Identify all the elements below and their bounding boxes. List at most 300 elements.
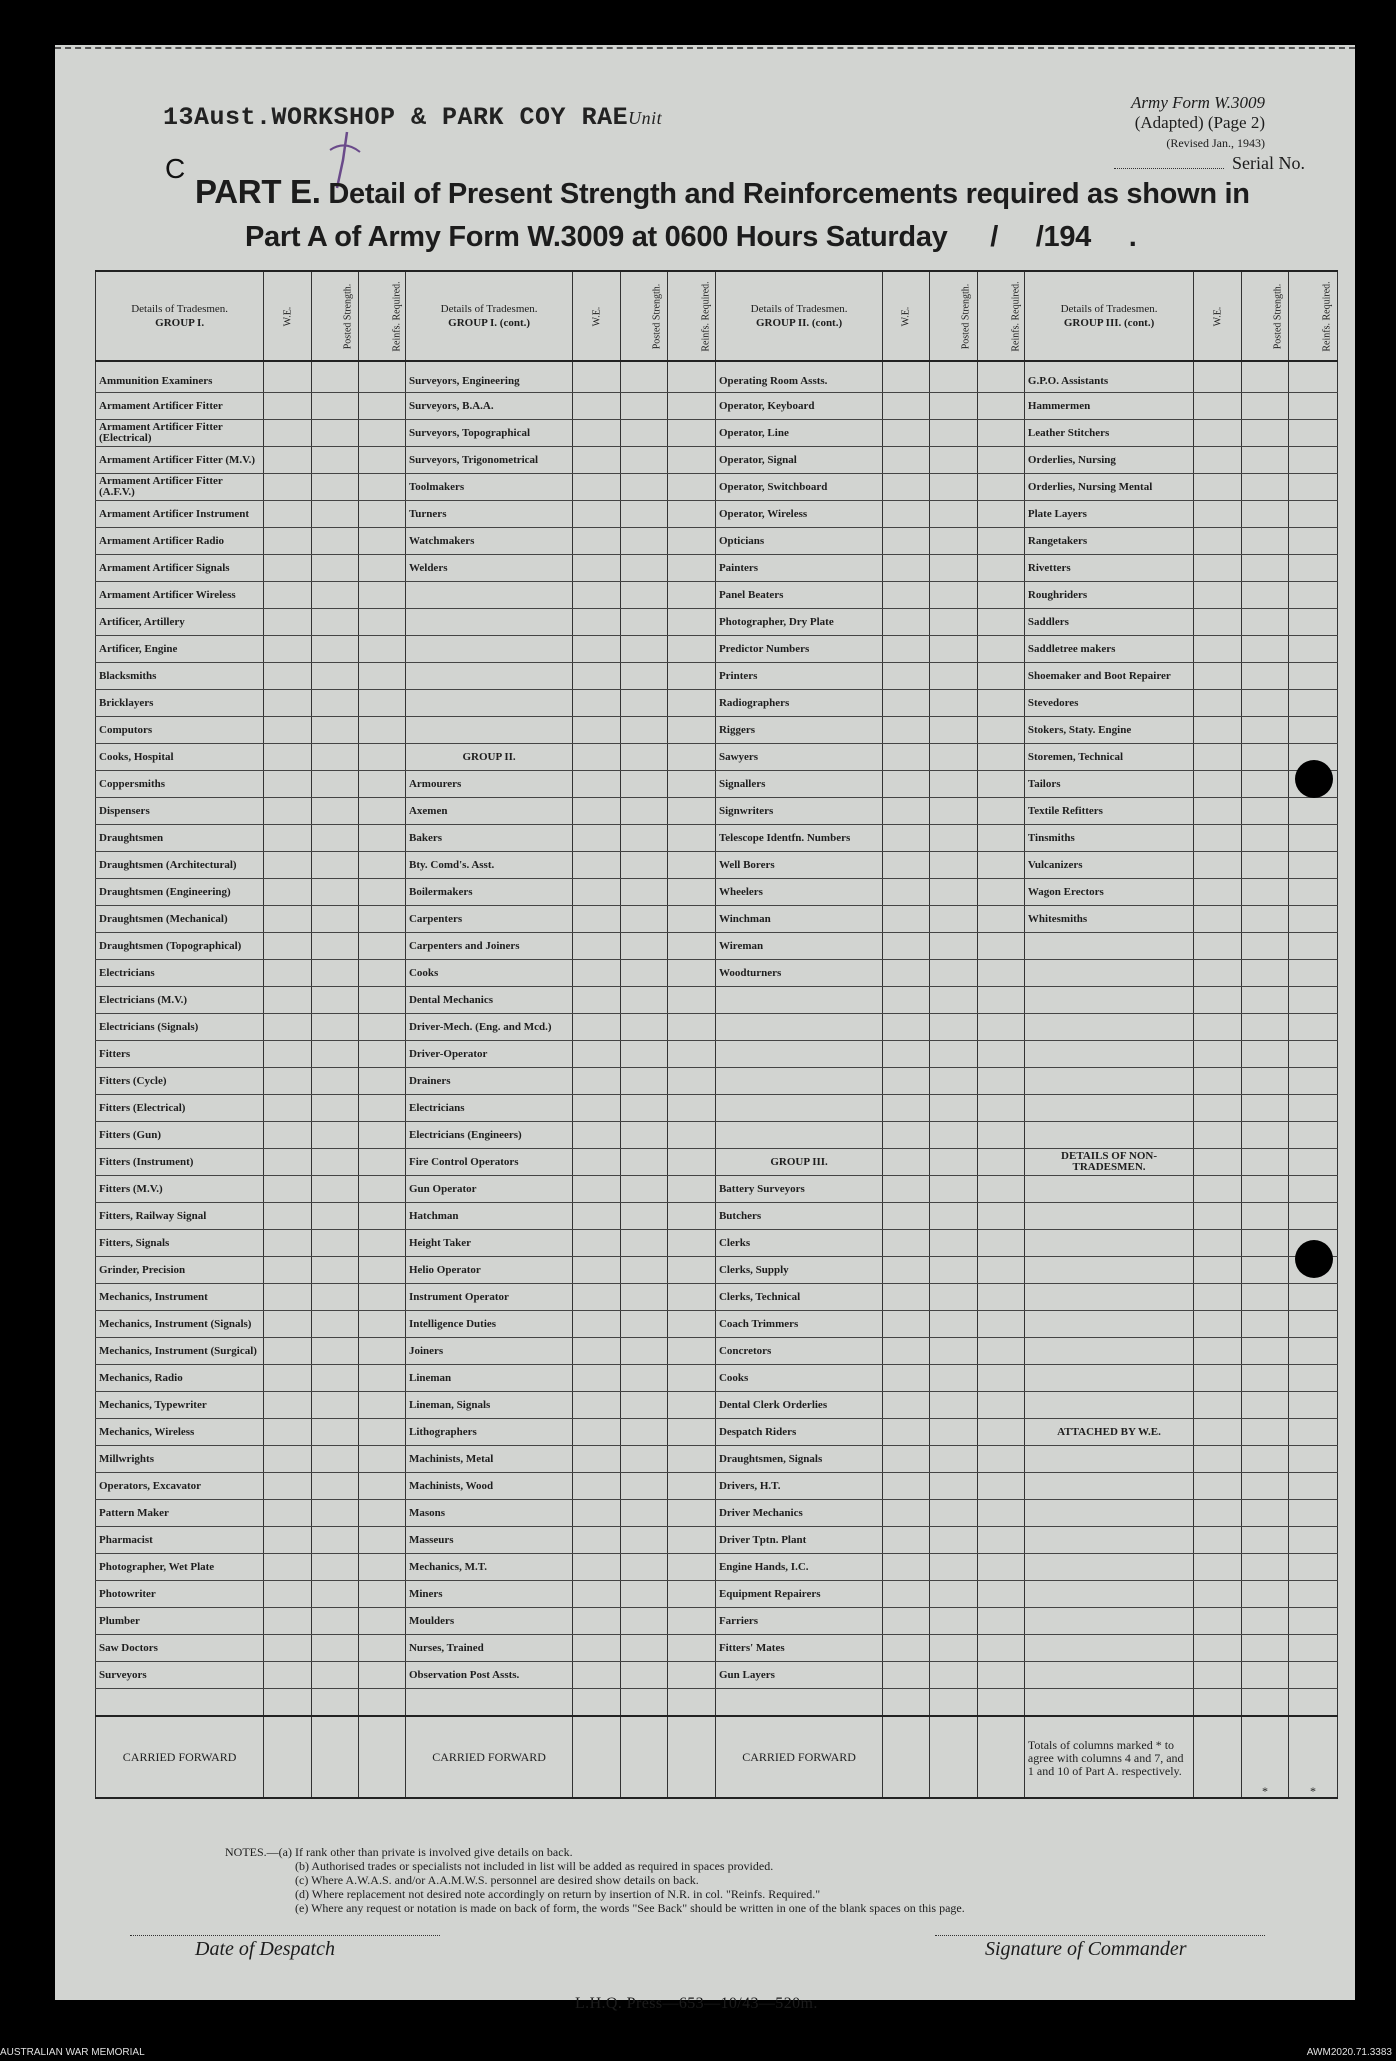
entry-cell[interactable] xyxy=(312,1014,359,1041)
entry-cell[interactable] xyxy=(883,879,930,906)
entry-cell[interactable] xyxy=(883,717,930,744)
entry-cell[interactable] xyxy=(359,528,406,555)
entry-cell[interactable] xyxy=(930,636,978,663)
entry-cell[interactable] xyxy=(1194,1419,1242,1446)
entry-cell[interactable] xyxy=(668,420,716,447)
entry-cell[interactable] xyxy=(359,1419,406,1446)
entry-cell[interactable] xyxy=(573,906,621,933)
entry-cell[interactable] xyxy=(312,1149,359,1176)
entry-cell[interactable] xyxy=(1289,609,1338,636)
entry-cell[interactable] xyxy=(312,1527,359,1554)
entry-cell[interactable] xyxy=(883,771,930,798)
entry-cell[interactable] xyxy=(883,393,930,420)
entry-cell[interactable] xyxy=(978,1554,1025,1581)
entry-cell[interactable] xyxy=(1242,879,1289,906)
entry-cell[interactable] xyxy=(668,1068,716,1095)
entry-cell[interactable] xyxy=(1194,1041,1242,1068)
entry-cell[interactable] xyxy=(978,1689,1025,1717)
entry-cell[interactable] xyxy=(1289,1149,1338,1176)
entry-cell[interactable] xyxy=(930,555,978,582)
entry-cell[interactable] xyxy=(668,1608,716,1635)
entry-cell[interactable] xyxy=(264,501,312,528)
entry-cell[interactable] xyxy=(1194,393,1242,420)
entry-cell[interactable] xyxy=(1242,1608,1289,1635)
entry-cell[interactable] xyxy=(883,1581,930,1608)
entry-cell[interactable] xyxy=(978,1122,1025,1149)
entry-cell[interactable] xyxy=(621,744,668,771)
entry-cell[interactable] xyxy=(573,447,621,474)
entry-cell[interactable] xyxy=(930,582,978,609)
entry-cell[interactable] xyxy=(1194,1635,1242,1662)
entry-cell[interactable] xyxy=(359,933,406,960)
entry-cell[interactable] xyxy=(312,555,359,582)
entry-cell[interactable] xyxy=(573,1014,621,1041)
entry-cell[interactable] xyxy=(312,609,359,636)
entry-cell[interactable] xyxy=(1194,1365,1242,1392)
entry-cell[interactable] xyxy=(668,1392,716,1419)
entry-cell[interactable] xyxy=(621,1608,668,1635)
entry-cell[interactable] xyxy=(573,1176,621,1203)
entry-cell[interactable] xyxy=(573,1311,621,1338)
entry-cell[interactable] xyxy=(930,906,978,933)
entry-cell[interactable] xyxy=(668,1581,716,1608)
entry-cell[interactable] xyxy=(1194,987,1242,1014)
entry-cell[interactable] xyxy=(978,1203,1025,1230)
entry-cell[interactable] xyxy=(978,393,1025,420)
entry-cell[interactable] xyxy=(668,744,716,771)
entry-cell[interactable] xyxy=(1242,852,1289,879)
entry-cell[interactable] xyxy=(668,798,716,825)
entry-cell[interactable] xyxy=(1194,1230,1242,1257)
entry-cell[interactable] xyxy=(930,1689,978,1717)
entry-cell[interactable] xyxy=(359,717,406,744)
entry-cell[interactable] xyxy=(1289,447,1338,474)
entry-cell[interactable] xyxy=(1194,1338,1242,1365)
entry-cell[interactable] xyxy=(312,1041,359,1068)
entry-cell[interactable] xyxy=(1242,1068,1289,1095)
entry-cell[interactable] xyxy=(883,501,930,528)
entry-cell[interactable] xyxy=(930,609,978,636)
entry-cell[interactable] xyxy=(883,798,930,825)
entry-cell[interactable] xyxy=(264,1176,312,1203)
entry-cell[interactable] xyxy=(264,1527,312,1554)
entry-cell[interactable] xyxy=(359,825,406,852)
entry-cell[interactable] xyxy=(573,1689,621,1717)
entry-cell[interactable] xyxy=(359,906,406,933)
entry-cell[interactable] xyxy=(883,582,930,609)
entry-cell[interactable] xyxy=(978,1527,1025,1554)
entry-cell[interactable] xyxy=(1289,906,1338,933)
entry-cell[interactable] xyxy=(668,555,716,582)
entry-cell[interactable] xyxy=(1242,1635,1289,1662)
entry-cell[interactable] xyxy=(1242,825,1289,852)
entry-cell[interactable] xyxy=(264,528,312,555)
entry-cell[interactable] xyxy=(359,1311,406,1338)
signature-of-commander[interactable]: Signature of Commander xyxy=(935,1935,1265,1961)
entry-cell[interactable] xyxy=(883,1419,930,1446)
entry-cell[interactable] xyxy=(978,744,1025,771)
entry-cell[interactable] xyxy=(883,1311,930,1338)
entry-cell[interactable] xyxy=(312,879,359,906)
entry-cell[interactable] xyxy=(359,852,406,879)
entry-cell[interactable] xyxy=(668,852,716,879)
entry-cell[interactable] xyxy=(621,960,668,987)
entry-cell[interactable] xyxy=(883,1149,930,1176)
entry-cell[interactable] xyxy=(1194,1311,1242,1338)
entry-cell[interactable] xyxy=(1194,474,1242,501)
entry-cell[interactable] xyxy=(1242,1662,1289,1689)
entry-cell[interactable] xyxy=(573,636,621,663)
entry-cell[interactable] xyxy=(359,690,406,717)
entry-cell[interactable] xyxy=(264,852,312,879)
entry-cell[interactable] xyxy=(1242,361,1289,393)
entry-cell[interactable] xyxy=(312,361,359,393)
entry-cell[interactable] xyxy=(978,1311,1025,1338)
entry-cell[interactable] xyxy=(573,1257,621,1284)
entry-cell[interactable] xyxy=(359,987,406,1014)
entry-cell[interactable] xyxy=(930,771,978,798)
entry-cell[interactable] xyxy=(1194,1149,1242,1176)
entry-cell[interactable] xyxy=(930,1716,978,1798)
entry-cell[interactable] xyxy=(1289,1284,1338,1311)
entry-cell[interactable] xyxy=(621,1554,668,1581)
entry-cell[interactable] xyxy=(573,690,621,717)
entry-cell[interactable] xyxy=(1289,474,1338,501)
entry-cell[interactable] xyxy=(1242,1257,1289,1284)
entry-cell[interactable] xyxy=(883,690,930,717)
entry-cell[interactable] xyxy=(621,663,668,690)
entry-cell[interactable] xyxy=(1194,744,1242,771)
entry-cell[interactable] xyxy=(668,1041,716,1068)
entry-cell[interactable] xyxy=(359,1257,406,1284)
entry-cell[interactable] xyxy=(264,1581,312,1608)
entry-cell[interactable] xyxy=(621,1311,668,1338)
entry-cell[interactable] xyxy=(668,1365,716,1392)
entry-cell[interactable] xyxy=(1242,1176,1289,1203)
entry-cell[interactable] xyxy=(883,1041,930,1068)
entry-cell[interactable] xyxy=(930,933,978,960)
entry-cell[interactable] xyxy=(1194,609,1242,636)
entry-cell[interactable] xyxy=(264,1068,312,1095)
entry-cell[interactable] xyxy=(978,474,1025,501)
entry-cell[interactable] xyxy=(312,501,359,528)
entry-cell[interactable] xyxy=(573,1527,621,1554)
entry-cell[interactable] xyxy=(883,1473,930,1500)
entry-cell[interactable] xyxy=(883,1176,930,1203)
entry-cell[interactable] xyxy=(1289,879,1338,906)
entry-cell[interactable] xyxy=(1194,825,1242,852)
entry-cell[interactable] xyxy=(359,1365,406,1392)
entry-cell[interactable] xyxy=(621,1716,668,1798)
entry-cell[interactable] xyxy=(668,447,716,474)
entry-cell[interactable] xyxy=(621,1419,668,1446)
entry-cell[interactable] xyxy=(264,1203,312,1230)
entry-cell[interactable] xyxy=(312,582,359,609)
entry-cell[interactable] xyxy=(930,393,978,420)
entry-cell[interactable] xyxy=(1194,1068,1242,1095)
entry-cell[interactable] xyxy=(883,555,930,582)
date-of-despatch[interactable]: Date of Despatch xyxy=(130,1935,440,1961)
entry-cell[interactable] xyxy=(264,609,312,636)
entry-cell[interactable] xyxy=(359,1473,406,1500)
entry-cell[interactable] xyxy=(1194,798,1242,825)
entry-cell[interactable] xyxy=(930,1446,978,1473)
entry-cell[interactable] xyxy=(264,1392,312,1419)
entry-cell[interactable] xyxy=(1194,933,1242,960)
entry-cell[interactable] xyxy=(930,744,978,771)
entry-cell[interactable] xyxy=(883,1203,930,1230)
entry-cell[interactable] xyxy=(1242,1311,1289,1338)
entry-cell[interactable] xyxy=(883,1122,930,1149)
entry-cell[interactable] xyxy=(312,906,359,933)
entry-cell[interactable] xyxy=(978,1662,1025,1689)
entry-cell[interactable] xyxy=(1242,663,1289,690)
entry-cell[interactable] xyxy=(264,1149,312,1176)
entry-cell[interactable] xyxy=(1242,447,1289,474)
entry-cell[interactable] xyxy=(621,420,668,447)
entry-cell[interactable] xyxy=(359,1284,406,1311)
entry-cell[interactable] xyxy=(1194,1014,1242,1041)
entry-cell[interactable] xyxy=(621,474,668,501)
entry-cell[interactable] xyxy=(1289,798,1338,825)
entry-cell[interactable] xyxy=(312,1365,359,1392)
entry-cell[interactable] xyxy=(264,1365,312,1392)
entry-cell[interactable] xyxy=(668,361,716,393)
entry-cell[interactable] xyxy=(883,960,930,987)
entry-cell[interactable] xyxy=(930,1392,978,1419)
entry-cell[interactable] xyxy=(668,1662,716,1689)
entry-cell[interactable] xyxy=(978,1149,1025,1176)
entry-cell[interactable] xyxy=(668,1527,716,1554)
entry-cell[interactable] xyxy=(978,717,1025,744)
entry-cell[interactable] xyxy=(1242,1419,1289,1446)
entry-cell[interactable] xyxy=(883,906,930,933)
entry-cell[interactable] xyxy=(668,1122,716,1149)
entry-cell[interactable] xyxy=(883,1284,930,1311)
entry-cell[interactable] xyxy=(978,933,1025,960)
entry-cell[interactable] xyxy=(668,906,716,933)
entry-cell[interactable] xyxy=(668,933,716,960)
entry-cell[interactable] xyxy=(883,1662,930,1689)
entry-cell[interactable] xyxy=(312,825,359,852)
entry-cell[interactable] xyxy=(359,636,406,663)
entry-cell[interactable] xyxy=(883,663,930,690)
entry-cell[interactable] xyxy=(1289,717,1338,744)
entry-cell[interactable] xyxy=(1242,1338,1289,1365)
entry-cell[interactable] xyxy=(621,1338,668,1365)
entry-cell[interactable] xyxy=(264,960,312,987)
entry-cell[interactable] xyxy=(621,1014,668,1041)
entry-cell[interactable] xyxy=(264,1500,312,1527)
entry-cell[interactable] xyxy=(621,1122,668,1149)
entry-cell[interactable] xyxy=(883,474,930,501)
entry-cell[interactable] xyxy=(359,744,406,771)
entry-cell[interactable] xyxy=(668,1095,716,1122)
entry-cell[interactable] xyxy=(930,1068,978,1095)
entry-cell[interactable] xyxy=(978,582,1025,609)
entry-cell[interactable] xyxy=(930,717,978,744)
entry-cell[interactable] xyxy=(1242,1554,1289,1581)
entry-cell[interactable] xyxy=(978,361,1025,393)
entry-cell[interactable] xyxy=(1194,420,1242,447)
entry-cell[interactable] xyxy=(1194,1203,1242,1230)
entry-cell[interactable] xyxy=(264,798,312,825)
entry-cell[interactable] xyxy=(573,663,621,690)
entry-cell[interactable] xyxy=(883,1446,930,1473)
entry-cell[interactable] xyxy=(573,1149,621,1176)
entry-cell[interactable] xyxy=(1194,501,1242,528)
entry-cell[interactable] xyxy=(621,1284,668,1311)
entry-cell[interactable] xyxy=(621,1203,668,1230)
entry-cell[interactable] xyxy=(312,636,359,663)
entry-cell[interactable] xyxy=(1194,663,1242,690)
entry-cell[interactable] xyxy=(312,663,359,690)
entry-cell[interactable] xyxy=(978,906,1025,933)
entry-cell[interactable] xyxy=(1242,798,1289,825)
entry-cell[interactable] xyxy=(359,1041,406,1068)
entry-cell[interactable] xyxy=(930,663,978,690)
entry-cell[interactable] xyxy=(312,1500,359,1527)
entry-cell[interactable] xyxy=(978,1392,1025,1419)
entry-cell[interactable] xyxy=(668,1203,716,1230)
entry-cell[interactable] xyxy=(573,1635,621,1662)
entry-cell[interactable] xyxy=(668,1338,716,1365)
entry-cell[interactable] xyxy=(883,987,930,1014)
entry-cell[interactable] xyxy=(312,771,359,798)
entry-cell[interactable] xyxy=(930,1203,978,1230)
entry-cell[interactable] xyxy=(573,1473,621,1500)
entry-cell[interactable] xyxy=(930,1041,978,1068)
entry-cell[interactable] xyxy=(883,744,930,771)
entry-cell[interactable] xyxy=(312,798,359,825)
entry-cell[interactable] xyxy=(668,1419,716,1446)
entry-cell[interactable] xyxy=(883,1716,930,1798)
entry-cell[interactable] xyxy=(621,906,668,933)
entry-cell[interactable] xyxy=(883,1689,930,1717)
entry-cell[interactable] xyxy=(573,960,621,987)
entry-cell[interactable] xyxy=(930,1500,978,1527)
entry-cell[interactable] xyxy=(312,1608,359,1635)
entry-cell[interactable] xyxy=(883,1365,930,1392)
entry-cell[interactable] xyxy=(1289,528,1338,555)
entry-cell[interactable] xyxy=(312,447,359,474)
entry-cell[interactable] xyxy=(978,1014,1025,1041)
entry-cell[interactable] xyxy=(264,1473,312,1500)
entry-cell[interactable] xyxy=(668,393,716,420)
entry-cell[interactable] xyxy=(1242,717,1289,744)
entry-cell[interactable] xyxy=(883,1014,930,1041)
entry-cell[interactable] xyxy=(978,1419,1025,1446)
entry-cell[interactable] xyxy=(668,1014,716,1041)
entry-cell[interactable] xyxy=(1289,1014,1338,1041)
entry-cell[interactable] xyxy=(1242,1473,1289,1500)
entry-cell[interactable] xyxy=(883,361,930,393)
entry-cell[interactable] xyxy=(978,1473,1025,1500)
entry-cell[interactable] xyxy=(621,1635,668,1662)
entry-cell[interactable] xyxy=(312,744,359,771)
entry-cell[interactable] xyxy=(1194,1500,1242,1527)
entry-cell[interactable] xyxy=(312,393,359,420)
entry-cell[interactable] xyxy=(1289,1203,1338,1230)
entry-cell[interactable] xyxy=(930,1338,978,1365)
entry-cell[interactable] xyxy=(573,582,621,609)
entry-cell[interactable] xyxy=(621,1257,668,1284)
entry-cell[interactable] xyxy=(668,1635,716,1662)
entry-cell[interactable] xyxy=(978,1716,1025,1798)
entry-cell[interactable] xyxy=(883,1257,930,1284)
entry-cell[interactable] xyxy=(621,1500,668,1527)
entry-cell[interactable] xyxy=(668,528,716,555)
entry-cell[interactable] xyxy=(1194,582,1242,609)
entry-cell[interactable] xyxy=(264,555,312,582)
entry-cell[interactable] xyxy=(1242,420,1289,447)
entry-cell[interactable] xyxy=(1242,1500,1289,1527)
entry-cell[interactable] xyxy=(930,690,978,717)
entry-cell[interactable] xyxy=(1289,393,1338,420)
entry-cell[interactable] xyxy=(930,361,978,393)
entry-cell[interactable] xyxy=(264,1662,312,1689)
entry-cell[interactable] xyxy=(883,609,930,636)
entry-cell[interactable] xyxy=(573,1500,621,1527)
entry-cell[interactable] xyxy=(573,744,621,771)
entry-cell[interactable] xyxy=(1194,1608,1242,1635)
entry-cell[interactable] xyxy=(264,771,312,798)
entry-cell[interactable] xyxy=(264,1257,312,1284)
entry-cell[interactable] xyxy=(1289,1635,1338,1662)
entry-cell[interactable] xyxy=(668,1284,716,1311)
entry-cell[interactable] xyxy=(621,1068,668,1095)
entry-cell[interactable] xyxy=(621,1149,668,1176)
entry-cell[interactable] xyxy=(359,1392,406,1419)
entry-cell[interactable] xyxy=(359,1122,406,1149)
entry-cell[interactable] xyxy=(1289,663,1338,690)
entry-cell[interactable] xyxy=(312,1257,359,1284)
entry-cell[interactable] xyxy=(1289,852,1338,879)
entry-cell[interactable] xyxy=(312,960,359,987)
entry-cell[interactable] xyxy=(264,636,312,663)
entry-cell[interactable] xyxy=(1289,1446,1338,1473)
entry-cell[interactable] xyxy=(668,1716,716,1798)
entry-cell[interactable] xyxy=(359,609,406,636)
entry-cell[interactable] xyxy=(930,1014,978,1041)
entry-cell[interactable] xyxy=(930,1122,978,1149)
entry-cell[interactable] xyxy=(573,501,621,528)
entry-cell[interactable] xyxy=(264,1230,312,1257)
entry-cell[interactable] xyxy=(883,852,930,879)
entry-cell[interactable] xyxy=(1194,1554,1242,1581)
entry-cell[interactable] xyxy=(264,1608,312,1635)
entry-cell[interactable] xyxy=(1194,361,1242,393)
entry-cell[interactable] xyxy=(930,798,978,825)
entry-cell[interactable] xyxy=(312,1419,359,1446)
entry-cell[interactable] xyxy=(359,393,406,420)
entry-cell[interactable] xyxy=(883,1500,930,1527)
entry-cell[interactable] xyxy=(573,825,621,852)
entry-cell[interactable] xyxy=(978,1365,1025,1392)
entry-cell[interactable] xyxy=(1289,1608,1338,1635)
entry-cell[interactable] xyxy=(883,636,930,663)
entry-cell[interactable] xyxy=(930,1608,978,1635)
entry-cell[interactable] xyxy=(668,609,716,636)
entry-cell[interactable] xyxy=(1289,1581,1338,1608)
entry-cell[interactable] xyxy=(264,393,312,420)
entry-cell[interactable] xyxy=(1242,1230,1289,1257)
entry-cell[interactable] xyxy=(1289,1473,1338,1500)
entry-cell[interactable] xyxy=(1242,1041,1289,1068)
entry-cell[interactable] xyxy=(883,1095,930,1122)
entry-cell[interactable] xyxy=(573,933,621,960)
entry-cell[interactable] xyxy=(978,1608,1025,1635)
